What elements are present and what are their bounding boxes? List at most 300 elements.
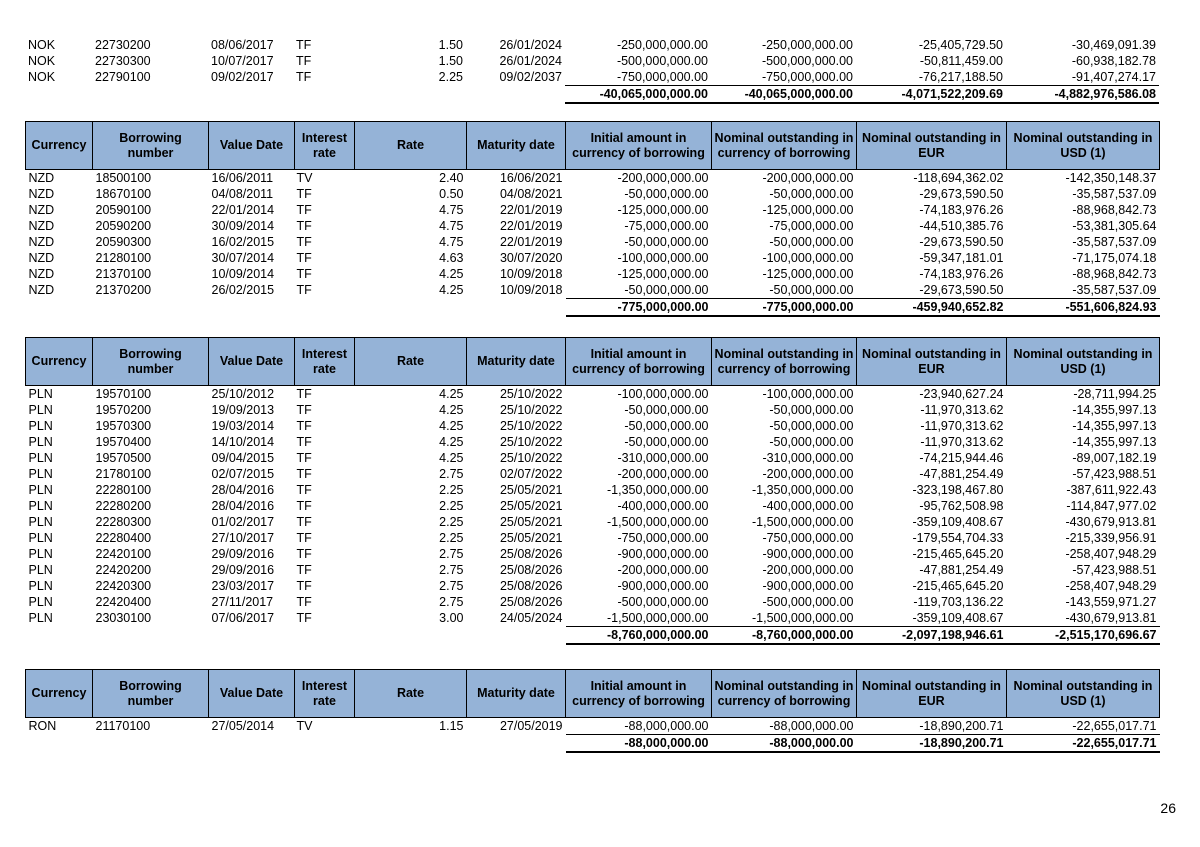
table-cell: PLN	[28, 403, 53, 417]
total-cell: -459,940,652.82	[857, 299, 1007, 317]
table-cell: 19570500	[95, 451, 152, 465]
total-row	[25, 86, 1159, 104]
table-cell: 14/10/2014	[211, 435, 275, 449]
table-cell: 25/05/2021	[499, 499, 563, 513]
table-cell: -118,694,362.02	[913, 171, 1004, 185]
table-cell: 2.40	[439, 171, 464, 185]
column-header: Nominal outstanding in USD (1)	[1007, 670, 1160, 718]
table-row	[26, 186, 1160, 202]
table-cell: TF	[296, 531, 312, 545]
table-cell: 25/05/2021	[499, 483, 563, 497]
table-cell: -125,000,000.00	[617, 267, 709, 281]
total-cell: -18,890,200.71	[857, 735, 1007, 753]
table-cell: PLN	[28, 579, 53, 593]
table-cell: 10/09/2018	[499, 267, 563, 281]
total-cell: -775,000,000.00	[566, 299, 712, 317]
table-cell: 25/08/2026	[499, 579, 563, 593]
empty-cell	[93, 735, 209, 753]
total-cell: -2,097,198,946.61	[857, 627, 1007, 645]
table-cell: 19570300	[95, 419, 152, 433]
table-cell: -22,655,017.71	[1072, 719, 1157, 733]
table-cell: TF	[296, 187, 312, 201]
table-cell: PLN	[28, 595, 53, 609]
empty-cell	[467, 627, 566, 645]
empty-cell	[209, 735, 295, 753]
table-cell: -88,000,000.00	[769, 719, 854, 733]
column-header: Currency	[26, 670, 93, 718]
table-cell: 2.75	[439, 563, 464, 577]
total-cell: -8,760,000,000.00	[566, 627, 712, 645]
table-cell: NZD	[28, 251, 55, 265]
table-row	[26, 170, 1160, 187]
table-cell: -359,109,408.67	[912, 515, 1004, 529]
table-cell: 25/10/2022	[499, 403, 563, 417]
table-cell: -900,000,000.00	[762, 579, 854, 593]
table-cell: -500,000,000.00	[762, 595, 854, 609]
nok-table	[25, 37, 1159, 104]
header-row	[26, 670, 1160, 718]
column-header: Maturity date	[467, 670, 566, 718]
pln-body	[26, 386, 1160, 645]
table-cell: -11,970,313.62	[920, 435, 1004, 449]
table-cell: 19570400	[95, 435, 152, 449]
table-cell: 30/09/2014	[211, 219, 275, 233]
table-cell: 20590200	[95, 219, 152, 233]
table-cell: -35,587,537.09	[1072, 235, 1157, 249]
table-cell: RON	[28, 719, 57, 734]
table-cell: 04/08/2021	[499, 187, 563, 201]
table-cell: 25/10/2012	[211, 387, 275, 401]
column-header: Rate	[355, 122, 467, 170]
table-cell: 22280100	[95, 483, 152, 497]
table-cell: TF	[296, 563, 312, 577]
empty-cell	[355, 627, 467, 645]
table-cell: 21780100	[95, 467, 152, 481]
table-cell: 08/06/2017	[211, 38, 274, 52]
table-cell: 0.50	[439, 187, 464, 201]
table-cell: 4.75	[439, 203, 464, 217]
column-header: Maturity date	[467, 338, 566, 386]
table-cell: -215,465,645.20	[912, 547, 1004, 561]
table-cell: -50,000,000.00	[769, 403, 854, 417]
table-row	[25, 37, 1159, 53]
table-cell: -74,183,976.26	[919, 203, 1004, 217]
total-cell: -88,000,000.00	[566, 735, 712, 753]
table-cell: -142,350,148.37	[1065, 171, 1157, 185]
table-cell: TF	[296, 515, 312, 529]
table-cell: -14,355,997.13	[1072, 403, 1157, 417]
empty-cell	[355, 299, 467, 317]
column-header: Interest rate	[295, 670, 355, 718]
table-cell: 28/04/2016	[211, 499, 275, 513]
table-cell: -29,673,590.50	[919, 235, 1004, 249]
total-row	[26, 627, 1160, 645]
table-cell: -1,500,000,000.00	[752, 515, 854, 529]
table-cell: -125,000,000.00	[762, 203, 854, 217]
table-cell: -18,890,200.71	[919, 719, 1004, 733]
table-cell: -215,339,956.91	[1065, 531, 1157, 545]
empty-cell	[208, 86, 294, 104]
table-cell: TF	[296, 435, 312, 449]
ron-body	[26, 718, 1160, 753]
empty-cell	[209, 299, 295, 317]
column-header: Nominal outstanding in EUR	[857, 338, 1007, 386]
column-header: Nominal outstanding in currency of borrowing	[712, 122, 857, 170]
empty-cell	[26, 299, 93, 317]
table-cell: NOK	[28, 54, 56, 68]
table-cell: -75,000,000.00	[769, 219, 854, 233]
table-cell: TF	[296, 547, 312, 561]
table-cell: -71,175,074.18	[1072, 251, 1157, 265]
table-cell: 16/02/2015	[211, 235, 275, 249]
header-row	[26, 338, 1160, 386]
table-cell: -500,000,000.00	[761, 54, 853, 68]
table-cell: TF	[296, 267, 312, 281]
table-cell: -50,811,459.00	[919, 54, 1003, 68]
table-cell: TF	[296, 54, 312, 68]
table-cell: 2.25	[439, 499, 464, 513]
table-cell: TF	[296, 419, 312, 433]
column-header: Nominal outstanding in currency of borrowing	[712, 670, 857, 718]
total-row	[26, 299, 1160, 317]
table-row	[26, 514, 1160, 530]
table-cell: 21370100	[95, 267, 152, 281]
table-cell: 2.75	[439, 547, 464, 561]
table-cell: -23,940,627.24	[919, 387, 1004, 401]
table-cell: -59,347,181.01	[919, 251, 1004, 265]
table-cell: 1.15	[439, 719, 464, 734]
table-cell: NZD	[28, 219, 55, 233]
table-cell: -75,000,000.00	[624, 219, 709, 233]
table-cell: 22280400	[95, 531, 152, 545]
column-header: Rate	[355, 670, 467, 718]
table-cell: -35,587,537.09	[1072, 283, 1157, 297]
table-cell: NOK	[28, 38, 56, 52]
table-cell: 27/05/2014	[211, 719, 275, 734]
table-cell: PLN	[28, 387, 53, 401]
nzd-body	[26, 170, 1160, 317]
table-cell: 25/05/2021	[499, 515, 563, 529]
table-cell: 04/08/2011	[211, 187, 274, 201]
column-header: Initial amount in currency of borrowing	[566, 670, 712, 718]
table-cell: NZD	[28, 283, 55, 298]
column-header: Initial amount in currency of borrowing	[566, 338, 712, 386]
empty-cell	[294, 86, 354, 104]
column-header: Value Date	[209, 670, 295, 718]
table-cell: 16/06/2011	[211, 171, 274, 185]
table-cell: -35,587,537.09	[1072, 187, 1157, 201]
table-cell: -258,407,948.29	[1065, 579, 1157, 593]
table-cell: 22/01/2019	[499, 203, 563, 217]
table-cell: 29/09/2016	[211, 547, 275, 561]
table-cell: 4.63	[439, 251, 464, 265]
table-cell: 10/07/2017	[211, 54, 274, 68]
table-cell: -250,000,000.00	[616, 38, 708, 52]
table-cell: PLN	[28, 563, 53, 577]
table-cell: 26/01/2024	[499, 54, 562, 68]
table-cell: -430,679,913.81	[1065, 515, 1157, 529]
table-cell: 1.50	[438, 54, 463, 68]
table-cell: 24/05/2024	[499, 611, 563, 626]
table-cell: 25/08/2026	[499, 563, 563, 577]
table-row	[26, 546, 1160, 562]
table-cell: 07/06/2017	[211, 611, 275, 626]
column-header: Initial amount in currency of borrowing	[566, 122, 712, 170]
table-cell: -114,847,977.02	[1066, 499, 1157, 513]
table-row	[26, 234, 1160, 250]
column-header: Nominal outstanding in EUR	[857, 122, 1007, 170]
table-cell: TF	[296, 203, 312, 217]
table-cell: -76,217,188.50	[918, 70, 1003, 84]
table-row	[26, 578, 1160, 594]
table-cell: 2.75	[439, 579, 464, 593]
table-cell: NZD	[28, 171, 55, 185]
table-cell: TF	[296, 499, 312, 513]
nzd-header	[26, 122, 1160, 170]
table-cell: 4.25	[439, 419, 464, 433]
table-cell: 19570100	[95, 387, 152, 401]
table-cell: -250,000,000.00	[761, 38, 853, 52]
table-cell: 22790100	[95, 70, 151, 85]
table-cell: -125,000,000.00	[762, 267, 854, 281]
table-cell: -47,881,254.49	[919, 563, 1004, 577]
table-cell: 4.75	[439, 235, 464, 249]
table-cell: NOK	[28, 70, 56, 85]
table-cell: 30/07/2014	[211, 251, 275, 265]
total-cell: -88,000,000.00	[712, 735, 857, 753]
table-cell: -60,938,182.78	[1071, 54, 1156, 68]
page-number: 26	[1160, 800, 1176, 816]
table-cell: -200,000,000.00	[762, 171, 854, 185]
table-cell: PLN	[28, 499, 53, 513]
column-header: Nominal outstanding in EUR	[857, 670, 1007, 718]
column-header: Borrowing number	[93, 122, 209, 170]
column-header: Rate	[355, 338, 467, 386]
table-cell: -387,611,922.43	[1066, 483, 1157, 497]
table-cell: 25/10/2022	[499, 435, 563, 449]
table-cell: TF	[296, 579, 312, 593]
table-cell: -50,000,000.00	[769, 187, 854, 201]
table-cell: -50,000,000.00	[624, 403, 709, 417]
table-cell: -100,000,000.00	[617, 251, 709, 265]
table-row	[26, 610, 1160, 627]
column-header: Interest rate	[295, 338, 355, 386]
table-cell: 2.75	[439, 595, 464, 609]
total-row	[26, 735, 1160, 753]
empty-cell	[467, 299, 566, 317]
table-cell: 23030100	[95, 611, 152, 626]
table-cell: -323,198,467.80	[912, 483, 1004, 497]
table-cell: -143,559,971.27	[1065, 595, 1157, 609]
table-cell: PLN	[28, 419, 53, 433]
table-cell: TV	[296, 719, 313, 734]
table-row	[26, 202, 1160, 218]
table-row	[26, 402, 1160, 418]
nok-body	[25, 37, 1159, 103]
table-cell: 22280300	[95, 515, 152, 529]
table-row	[26, 282, 1160, 299]
table-cell: -179,554,704.33	[912, 531, 1004, 545]
table-row	[26, 718, 1160, 735]
table-cell: -50,000,000.00	[769, 435, 854, 449]
table-cell: 26/02/2015	[211, 283, 275, 298]
table-cell: 1.50	[438, 38, 463, 52]
table-cell: TF	[296, 387, 312, 401]
table-cell: PLN	[28, 515, 53, 529]
table-cell: -47,881,254.49	[919, 467, 1004, 481]
total-cell: -551,606,824.93	[1007, 299, 1160, 317]
table-cell: 22/01/2019	[499, 235, 563, 249]
table-cell: 19/09/2013	[211, 403, 275, 417]
table-cell: TF	[296, 451, 312, 465]
table-cell: -500,000,000.00	[617, 595, 709, 609]
table-cell: 29/09/2016	[211, 563, 275, 577]
table-cell: -100,000,000.00	[617, 387, 709, 401]
table-cell: 09/02/2017	[211, 70, 274, 85]
table-cell: TF	[296, 483, 312, 497]
table-cell: -50,000,000.00	[624, 235, 709, 249]
table-row	[26, 530, 1160, 546]
table-row	[26, 450, 1160, 466]
table-cell: -14,355,997.13	[1072, 419, 1157, 433]
table-cell: 10/09/2018	[499, 283, 563, 298]
table-cell: TF	[296, 595, 312, 609]
table-cell: 26/01/2024	[499, 38, 562, 52]
column-header: Borrowing number	[93, 670, 209, 718]
table-cell: 25/08/2026	[499, 595, 563, 609]
table-cell: -50,000,000.00	[624, 283, 709, 297]
table-cell: -750,000,000.00	[761, 70, 853, 84]
nzd-table	[25, 121, 1160, 317]
empty-cell	[467, 735, 566, 753]
table-cell: -1,500,000,000.00	[607, 515, 709, 529]
total-cell: -4,882,976,586.08	[1006, 86, 1159, 104]
table-cell: -310,000,000.00	[762, 451, 854, 465]
table-cell: 22420200	[95, 563, 152, 577]
table-cell: TF	[296, 467, 312, 481]
empty-cell	[295, 627, 355, 645]
table-row	[26, 466, 1160, 482]
table-cell: TV	[296, 171, 313, 185]
table-cell: 18670100	[95, 187, 152, 201]
table-cell: 19570200	[95, 403, 152, 417]
pln-table	[25, 337, 1160, 645]
table-cell: -89,007,182.19	[1072, 451, 1157, 465]
table-cell: 19/03/2014	[211, 419, 275, 433]
table-cell: -29,673,590.50	[919, 187, 1004, 201]
table-cell: -29,673,590.50	[919, 283, 1004, 297]
column-header: Maturity date	[467, 122, 566, 170]
table-cell: 2.75	[439, 467, 464, 481]
empty-cell	[26, 627, 93, 645]
table-cell: -1,350,000,000.00	[752, 483, 854, 497]
table-cell: 22730300	[95, 54, 151, 68]
table-cell: PLN	[28, 451, 53, 465]
table-cell: 27/05/2019	[499, 719, 563, 734]
table-cell: 23/03/2017	[211, 579, 275, 593]
table-cell: 4.25	[439, 451, 464, 465]
table-cell: -200,000,000.00	[762, 467, 854, 481]
table-cell: 16/06/2021	[499, 171, 563, 185]
table-cell: -200,000,000.00	[617, 467, 709, 481]
empty-cell	[295, 299, 355, 317]
ron-header	[26, 670, 1160, 718]
table-cell: -100,000,000.00	[762, 387, 854, 401]
table-cell: 02/07/2015	[211, 467, 275, 481]
table-cell: 10/09/2014	[211, 267, 275, 281]
table-cell: 25/10/2022	[499, 419, 563, 433]
table-cell: -50,000,000.00	[769, 419, 854, 433]
table-cell: NZD	[28, 267, 55, 281]
table-cell: 25/08/2026	[499, 547, 563, 561]
table-cell: 22420400	[95, 595, 152, 609]
table-cell: -14,355,997.13	[1072, 435, 1157, 449]
table-cell: -125,000,000.00	[617, 203, 709, 217]
table-cell: -88,000,000.00	[624, 719, 709, 733]
table-cell: -215,465,645.20	[912, 579, 1004, 593]
table-cell: PLN	[28, 611, 53, 626]
table-cell: 22280200	[95, 499, 152, 513]
column-header: Borrowing number	[93, 338, 209, 386]
column-header: Currency	[26, 122, 93, 170]
table-cell: -359,109,408.67	[912, 611, 1004, 625]
table-cell: -50,000,000.00	[624, 419, 709, 433]
table-cell: -500,000,000.00	[616, 54, 708, 68]
table-cell: 3.00	[439, 611, 464, 626]
table-cell: 20590300	[95, 235, 152, 249]
table-cell: -57,423,988.51	[1072, 467, 1157, 481]
table-cell: -44,510,385.76	[919, 219, 1004, 233]
table-cell: -88,968,842.73	[1072, 267, 1157, 281]
total-cell: -2,515,170,696.67	[1007, 627, 1160, 645]
column-header: Nominal outstanding in currency of borrowing	[712, 338, 857, 386]
table-cell: -74,215,944.46	[919, 451, 1004, 465]
table-cell: -50,000,000.00	[769, 283, 854, 297]
table-cell: -430,679,913.81	[1065, 611, 1157, 625]
table-row	[26, 498, 1160, 514]
table-cell: -11,970,313.62	[920, 419, 1004, 433]
table-cell: NZD	[28, 235, 55, 249]
empty-cell	[93, 299, 209, 317]
table-cell: -119,703,136.22	[913, 595, 1004, 609]
column-header: Value Date	[209, 122, 295, 170]
table-cell: -310,000,000.00	[617, 451, 709, 465]
table-row	[26, 434, 1160, 450]
table-cell: PLN	[28, 547, 53, 561]
table-cell: -74,183,976.26	[919, 267, 1004, 281]
table-cell: 4.25	[439, 403, 464, 417]
table-row	[25, 53, 1159, 69]
table-cell: 21370200	[95, 283, 152, 298]
table-cell: -400,000,000.00	[762, 499, 854, 513]
table-cell: 21280100	[95, 251, 152, 265]
table-cell: 2.25	[439, 515, 464, 529]
table-cell: -53,381,305.64	[1072, 219, 1157, 233]
table-row	[26, 594, 1160, 610]
table-cell: NZD	[28, 187, 55, 201]
column-header: Nominal outstanding in USD (1)	[1007, 338, 1160, 386]
table-cell: -30,469,091.39	[1071, 38, 1156, 52]
column-header: Nominal outstanding in USD (1)	[1007, 122, 1160, 170]
table-cell: 22730200	[95, 38, 151, 52]
table-cell: -100,000,000.00	[762, 251, 854, 265]
table-cell: PLN	[28, 467, 53, 481]
table-row	[26, 562, 1160, 578]
table-cell: -57,423,988.51	[1072, 563, 1157, 577]
table-cell: -25,405,729.50	[918, 38, 1003, 52]
header-row	[26, 122, 1160, 170]
total-cell: -22,655,017.71	[1007, 735, 1160, 753]
